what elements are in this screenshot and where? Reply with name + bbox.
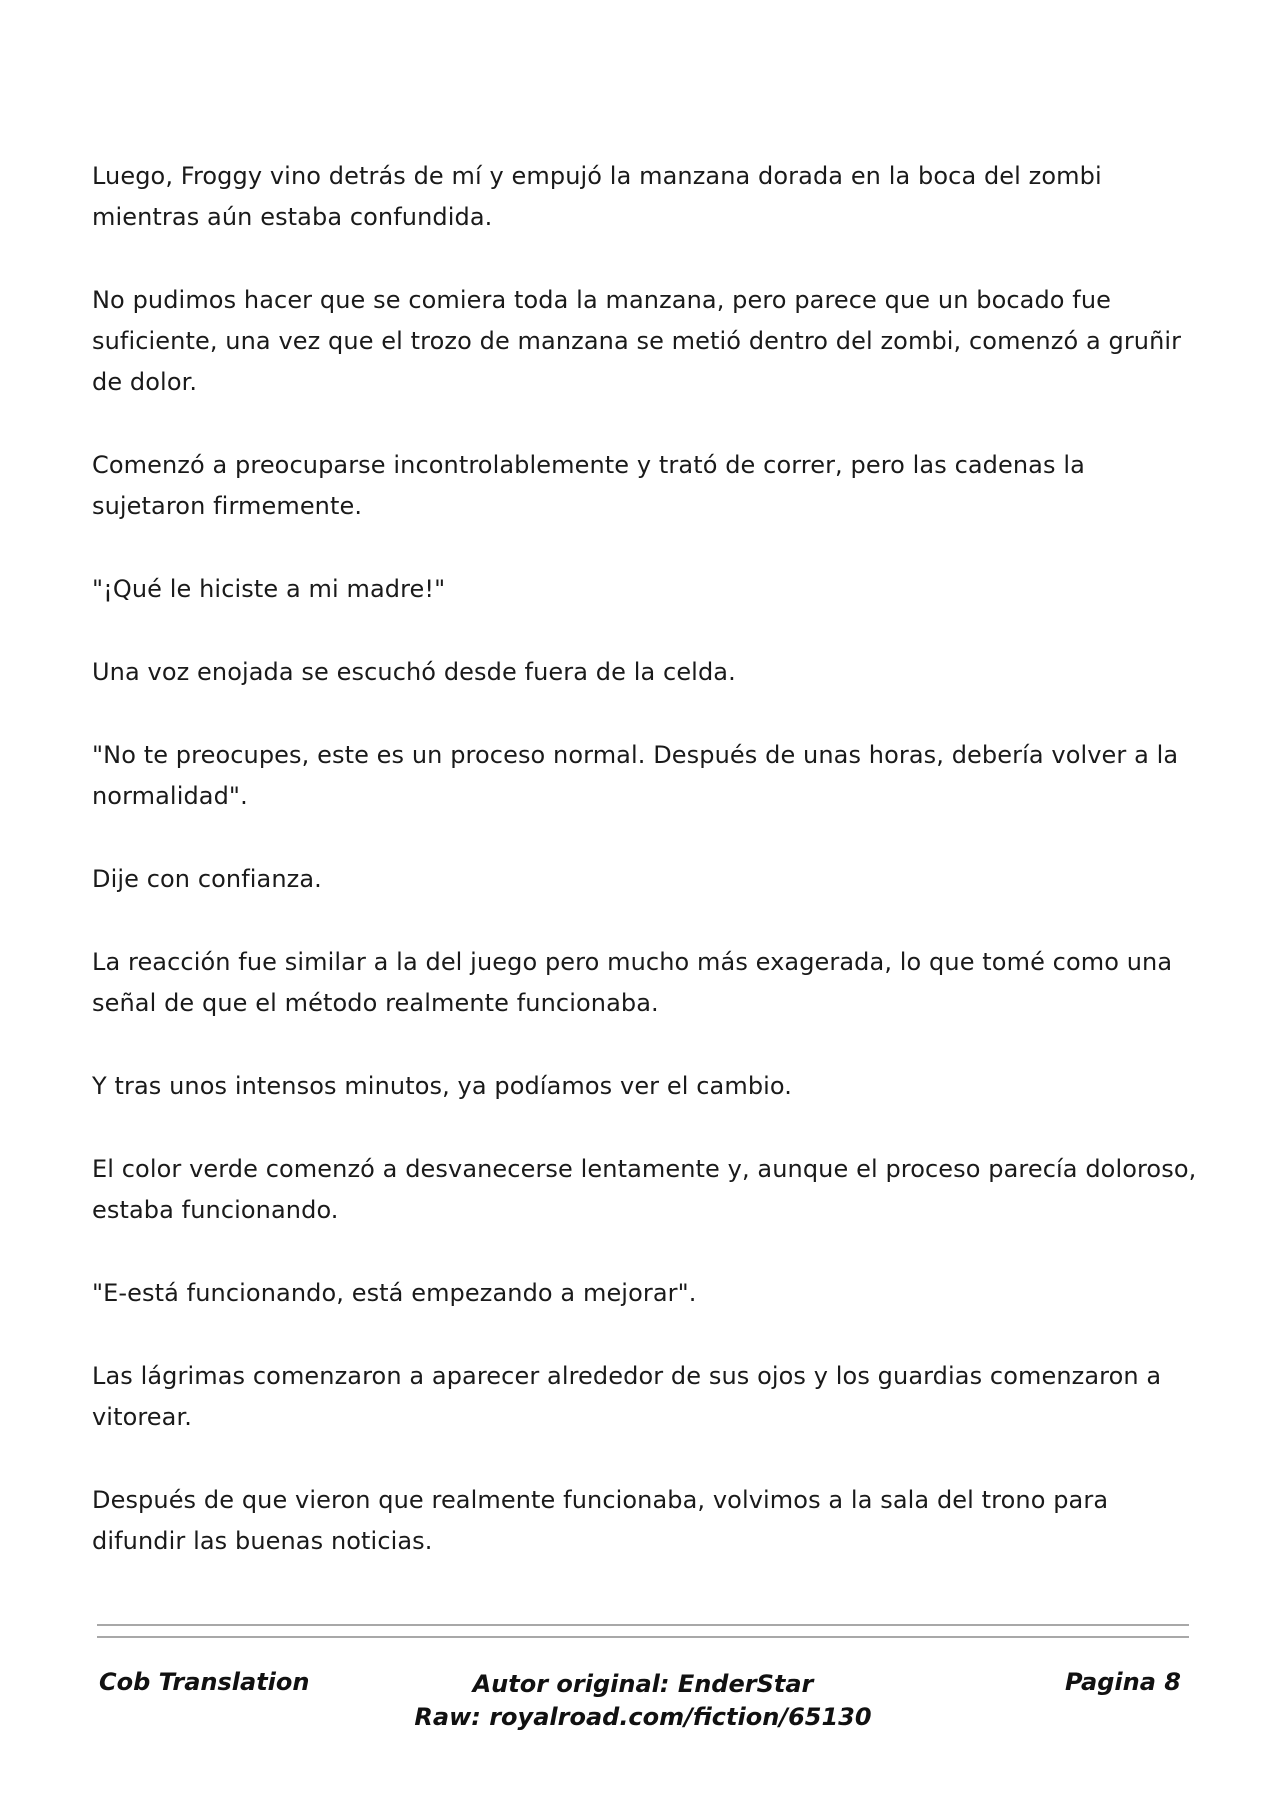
paragraph: Las lágrimas comenzaron a aparecer alrededor de sus ojos y los guardias comenzaron a vitorear. [92,1362,1162,1431]
footer-author: Autor original: EnderStar [472,1670,814,1698]
paragraph: Después de que vieron que realmente funcionaba, volvimos a la sala del trono para difundir las buenas noticias. [92,1486,1109,1555]
footer-divider-top [97,1624,1189,1626]
footer-translator: Cob Translation [99,1668,310,1696]
footer-credits [97,1668,1189,1734]
footer-divider-bottom [97,1636,1189,1638]
body-text [92,156,1202,1604]
paragraph: No pudimos hacer que se comiera toda la manzana, pero parece que un bocado fue suficiente, una vez que el trozo de manzana se metió dentro del zombi, comenzó a gruñir de dolor. [92,286,1182,396]
paragraph: "E-está funcionando, está empezando a mejorar". [92,1279,697,1307]
page-number: Pagina 8 [1065,1668,1181,1696]
paragraph: Luego, Froggy vino detrás de mí y empujó la manzana dorada en la boca del zombi mientras aún estaba confundida. [92,162,1102,231]
paragraph: Comenzó a preocuparse incontrolablemente y trató de correr, pero las cadenas la sujetaron firmemente. [92,451,1085,520]
paragraph: Dije con confianza. [92,865,322,893]
paragraph: "¡Qué le hiciste a mi madre!" [92,575,446,603]
paragraph: Y tras unos intensos minutos, ya podíamos ver el cambio. [92,1072,793,1100]
paragraph: Una voz enojada se escuchó desde fuera de la celda. [92,658,736,686]
paragraph: El color verde comenzó a desvanecerse lentamente y, aunque el proceso parecía doloroso, estaba funcionando. [92,1155,1197,1224]
paragraph: La reacción fue similar a la del juego pero mucho más exagerada, lo que tomé como una señal de que el método realmente funcionaba. [92,948,1173,1017]
paragraph: "No te preocupes, este es un proceso normal. Después de unas horas, debería volver a la normalidad". [92,741,1179,810]
footer-raw-source: Raw: royalroad.com/fiction/65130 [414,1703,872,1731]
